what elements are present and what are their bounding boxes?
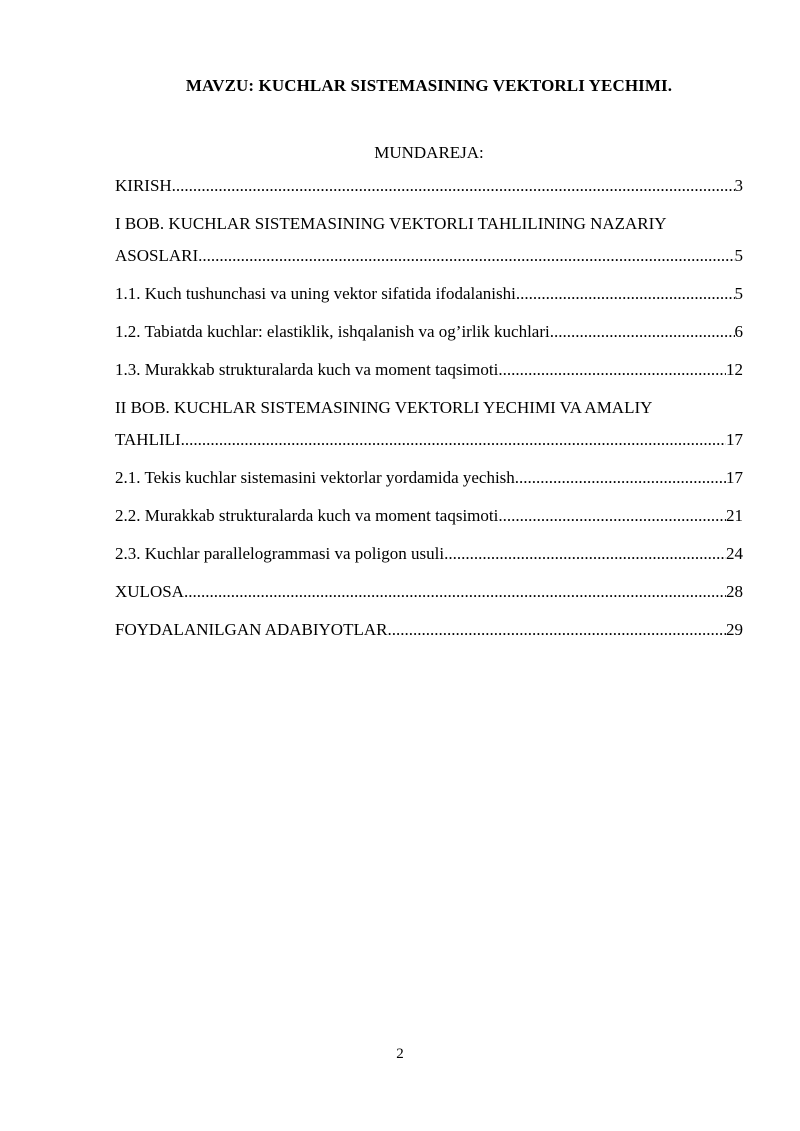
toc-entry-text: I BOB. KUCHLAR SISTEMASINING VEKTORLI TAHLILINING NAZARIY (115, 214, 667, 233)
dot-leader (181, 428, 726, 452)
toc-entry-1-1[interactable] (115, 282, 743, 306)
toc-entry-chapter-1-continued[interactable] (115, 244, 743, 268)
toc-page-number: 29 (726, 620, 743, 639)
toc-entry-2-2[interactable] (115, 504, 743, 528)
toc-page-number: 12 (726, 360, 743, 379)
dot-leader (387, 618, 726, 642)
toc-page-number: 24 (726, 544, 743, 563)
toc-entry-text: 1.1. Kuch tushunchasi va uning vektor sifatida ifodalanishi (115, 284, 516, 303)
toc-page-number: 6 (734, 322, 743, 341)
toc-entry-text: XULOSA (115, 582, 184, 601)
toc-entry-2-1[interactable] (115, 466, 743, 490)
toc-entry-text: ASOSLARI (115, 246, 199, 265)
toc-entry-chapter-2-continued[interactable] (115, 428, 743, 452)
dot-leader (172, 174, 735, 198)
toc-entry-text: 1.2. Tabiatda kuchlar: elastiklik, ishqalanish va og’irlik kuchlari (115, 322, 550, 341)
toc-entry-2-3[interactable] (115, 542, 743, 566)
toc-entry-1-3[interactable] (115, 358, 743, 382)
dot-leader (498, 358, 726, 382)
dot-leader (515, 466, 726, 490)
dot-leader (498, 504, 726, 528)
toc-entry-text: KIRISH (115, 176, 172, 195)
toc-page-number: 5 (734, 284, 743, 303)
toc-page-number: 17 (726, 468, 743, 487)
toc-entry-text: II BOB. KUCHLAR SISTEMASINING VEKTORLI YECHIMI VA AMALIY (115, 398, 653, 417)
table-of-contents (115, 174, 743, 656)
toc-entry-1-2[interactable] (115, 320, 743, 344)
toc-entry-text: FOYDALANILGAN ADABIYOTLAR (115, 620, 388, 639)
toc-entry-text: 2.3. Kuchlar parallelogrammasi va poligon usuli (115, 544, 445, 563)
document-title: MAVZU: KUCHLAR SISTEMASINING VEKTORLI YECHIMI. (185, 76, 673, 95)
toc-entry-chapter-1[interactable] (115, 212, 743, 236)
toc-page-number: 17 (726, 430, 743, 449)
toc-entry-xulosa[interactable] (115, 580, 743, 604)
toc-entry-text: 1.3. Murakkab strukturalarda kuch va moment taqsimoti (115, 360, 499, 379)
toc-page-number: 21 (726, 506, 743, 525)
toc-page-number: 5 (734, 246, 743, 265)
dot-leader (550, 320, 735, 344)
dot-leader (184, 580, 726, 604)
toc-entry-kirish[interactable] (115, 174, 743, 198)
toc-page-number: 3 (734, 176, 743, 195)
toc-page-number: 28 (726, 582, 743, 601)
dot-leader (516, 282, 735, 306)
toc-entry-chapter-2[interactable] (115, 396, 743, 420)
toc-entry-text: 2.2. Murakkab strukturalarda kuch va moment taqsimoti (115, 506, 499, 525)
toc-heading: MUNDAREJA: (374, 143, 484, 162)
dot-leader (444, 542, 726, 566)
toc-entry-adabiyotlar[interactable] (115, 618, 743, 642)
page-number: 2 (396, 1046, 404, 1062)
toc-entry-text: TAHLILI (115, 430, 181, 449)
dot-leader (198, 244, 734, 268)
toc-entry-text: 2.1. Tekis kuchlar sistemasini vektorlar yordamida yechish (115, 468, 515, 487)
